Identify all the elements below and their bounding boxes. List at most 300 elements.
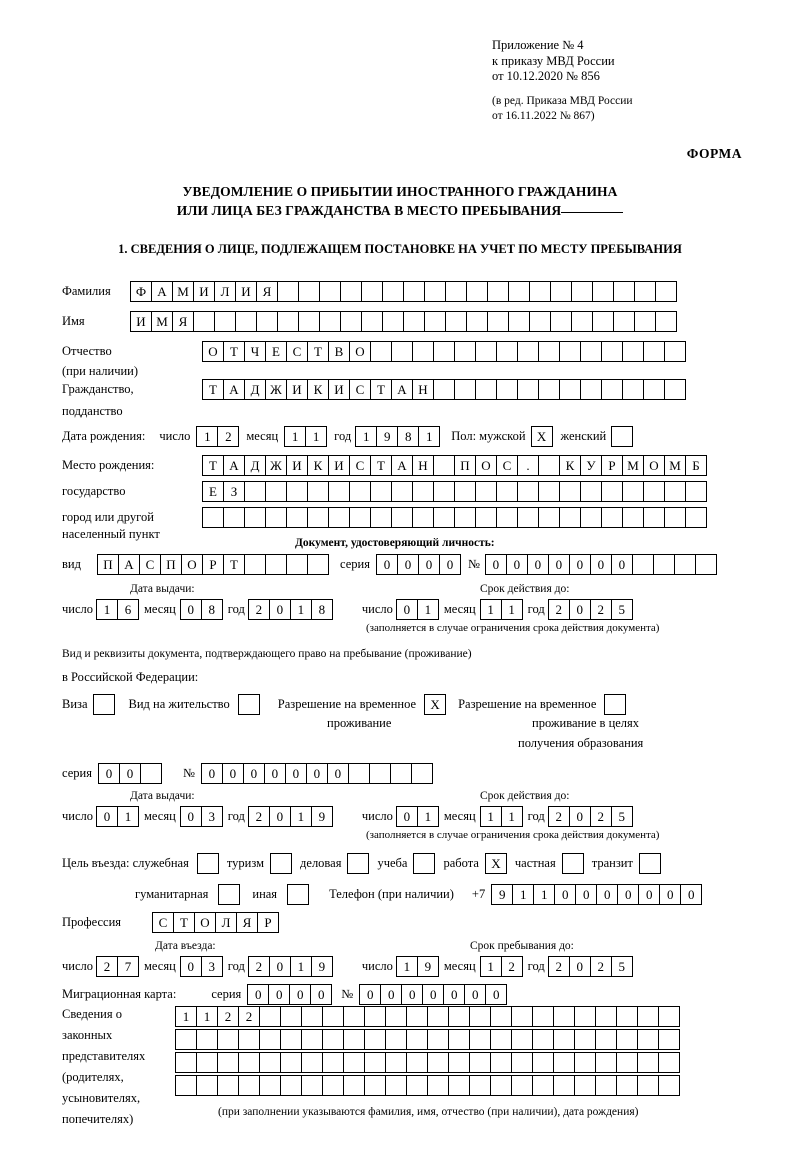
char-cell[interactable]: 0 bbox=[611, 554, 633, 575]
char-cell[interactable] bbox=[406, 1029, 428, 1050]
char-cell[interactable] bbox=[343, 1052, 365, 1073]
char-cell[interactable]: О bbox=[181, 554, 203, 575]
char-cell[interactable] bbox=[411, 763, 433, 784]
char-cell[interactable] bbox=[601, 341, 623, 362]
char-cell[interactable]: 2 bbox=[548, 599, 570, 620]
char-cell[interactable]: 0 bbox=[401, 984, 423, 1005]
identity-valid-month-input[interactable] bbox=[480, 599, 522, 620]
char-cell[interactable]: Т bbox=[202, 455, 224, 476]
char-cell[interactable] bbox=[685, 481, 707, 502]
char-cell[interactable] bbox=[196, 1052, 218, 1073]
char-cell[interactable]: И bbox=[286, 455, 308, 476]
char-cell[interactable] bbox=[298, 281, 320, 302]
char-cell[interactable]: Р bbox=[257, 912, 279, 933]
char-cell[interactable]: 0 bbox=[596, 884, 618, 905]
char-cell[interactable]: 0 bbox=[327, 763, 349, 784]
char-cell[interactable] bbox=[259, 1075, 281, 1096]
char-cell[interactable]: 2 bbox=[548, 956, 570, 977]
char-cell[interactable]: 0 bbox=[554, 884, 576, 905]
migration-number-input[interactable] bbox=[359, 984, 506, 1005]
char-cell[interactable] bbox=[343, 1029, 365, 1050]
char-cell[interactable]: П bbox=[97, 554, 119, 575]
char-cell[interactable] bbox=[532, 1006, 554, 1027]
char-cell[interactable] bbox=[202, 507, 224, 528]
char-cell[interactable]: Я bbox=[172, 311, 194, 332]
char-cell[interactable] bbox=[445, 311, 467, 332]
temp-permit-checkbox[interactable]: X bbox=[424, 694, 446, 715]
patronymic-input[interactable] bbox=[202, 341, 685, 362]
char-cell[interactable] bbox=[553, 1029, 575, 1050]
char-cell[interactable] bbox=[658, 1029, 680, 1050]
char-cell[interactable]: Т bbox=[223, 341, 245, 362]
char-cell[interactable]: 1 bbox=[417, 599, 439, 620]
char-cell[interactable] bbox=[307, 481, 329, 502]
char-cell[interactable] bbox=[595, 1052, 617, 1073]
char-cell[interactable]: 0 bbox=[306, 763, 328, 784]
char-cell[interactable] bbox=[595, 1029, 617, 1050]
char-cell[interactable]: Н bbox=[412, 379, 434, 400]
char-cell[interactable]: 9 bbox=[311, 956, 333, 977]
char-cell[interactable] bbox=[553, 1006, 575, 1027]
char-cell[interactable] bbox=[424, 281, 446, 302]
permit-valid-year-input[interactable] bbox=[548, 806, 632, 827]
char-cell[interactable]: 0 bbox=[285, 763, 307, 784]
char-cell[interactable] bbox=[259, 1029, 281, 1050]
char-cell[interactable] bbox=[454, 507, 476, 528]
rep-row-1[interactable] bbox=[175, 1006, 679, 1027]
char-cell[interactable]: С bbox=[349, 455, 371, 476]
char-cell[interactable] bbox=[301, 1052, 323, 1073]
char-cell[interactable]: 0 bbox=[464, 984, 486, 1005]
char-cell[interactable]: К bbox=[307, 455, 329, 476]
char-cell[interactable]: И bbox=[130, 311, 152, 332]
char-cell[interactable] bbox=[244, 507, 266, 528]
char-cell[interactable] bbox=[265, 481, 287, 502]
stay-month-input[interactable] bbox=[480, 956, 522, 977]
char-cell[interactable] bbox=[280, 1029, 302, 1050]
char-cell[interactable]: 0 bbox=[289, 984, 311, 1005]
char-cell[interactable]: 5 bbox=[611, 956, 633, 977]
char-cell[interactable]: М bbox=[172, 281, 194, 302]
char-cell[interactable]: 8 bbox=[201, 599, 223, 620]
char-cell[interactable] bbox=[193, 311, 215, 332]
phone-input[interactable] bbox=[491, 884, 701, 905]
char-cell[interactable] bbox=[448, 1029, 470, 1050]
char-cell[interactable] bbox=[286, 481, 308, 502]
char-cell[interactable] bbox=[469, 1075, 491, 1096]
permit-issue-year-input[interactable] bbox=[248, 806, 332, 827]
char-cell[interactable] bbox=[511, 1075, 533, 1096]
char-cell[interactable] bbox=[490, 1075, 512, 1096]
char-cell[interactable] bbox=[475, 507, 497, 528]
char-cell[interactable]: 0 bbox=[506, 554, 528, 575]
char-cell[interactable] bbox=[369, 763, 391, 784]
char-cell[interactable] bbox=[427, 1052, 449, 1073]
char-cell[interactable] bbox=[277, 311, 299, 332]
char-cell[interactable]: 1 bbox=[480, 956, 502, 977]
char-cell[interactable]: О bbox=[202, 341, 224, 362]
stay-year-input[interactable] bbox=[548, 956, 632, 977]
permit-issue-month-input[interactable] bbox=[180, 806, 222, 827]
char-cell[interactable] bbox=[340, 311, 362, 332]
char-cell[interactable]: 0 bbox=[180, 956, 202, 977]
char-cell[interactable]: С bbox=[152, 912, 174, 933]
char-cell[interactable]: 0 bbox=[439, 554, 461, 575]
char-cell[interactable]: Д bbox=[244, 379, 266, 400]
char-cell[interactable]: Я bbox=[236, 912, 258, 933]
char-cell[interactable] bbox=[538, 379, 560, 400]
char-cell[interactable]: 1 bbox=[284, 426, 306, 447]
char-cell[interactable]: А bbox=[391, 455, 413, 476]
char-cell[interactable] bbox=[265, 554, 287, 575]
char-cell[interactable] bbox=[214, 311, 236, 332]
char-cell[interactable] bbox=[622, 481, 644, 502]
char-cell[interactable] bbox=[634, 281, 656, 302]
permit-number-input[interactable] bbox=[201, 763, 432, 784]
char-cell[interactable]: 1 bbox=[196, 426, 218, 447]
char-cell[interactable]: А bbox=[223, 379, 245, 400]
char-cell[interactable]: П bbox=[160, 554, 182, 575]
char-cell[interactable] bbox=[406, 1006, 428, 1027]
char-cell[interactable] bbox=[695, 554, 717, 575]
char-cell[interactable]: О bbox=[643, 455, 665, 476]
char-cell[interactable] bbox=[403, 311, 425, 332]
char-cell[interactable] bbox=[217, 1052, 239, 1073]
char-cell[interactable] bbox=[553, 1052, 575, 1073]
char-cell[interactable] bbox=[559, 507, 581, 528]
char-cell[interactable]: 8 bbox=[311, 599, 333, 620]
surname-input[interactable] bbox=[130, 281, 676, 302]
char-cell[interactable] bbox=[370, 341, 392, 362]
char-cell[interactable] bbox=[385, 1052, 407, 1073]
char-cell[interactable]: Ж bbox=[265, 379, 287, 400]
char-cell[interactable]: Б bbox=[685, 455, 707, 476]
birthplace-input-row-2[interactable] bbox=[202, 481, 706, 502]
char-cell[interactable] bbox=[385, 1029, 407, 1050]
char-cell[interactable] bbox=[490, 1029, 512, 1050]
char-cell[interactable]: 1 bbox=[533, 884, 555, 905]
purpose-study-checkbox[interactable] bbox=[413, 853, 435, 874]
char-cell[interactable] bbox=[427, 1006, 449, 1027]
purpose-business-checkbox[interactable] bbox=[347, 853, 369, 874]
char-cell[interactable]: 3 bbox=[201, 806, 223, 827]
char-cell[interactable] bbox=[454, 379, 476, 400]
char-cell[interactable] bbox=[343, 1075, 365, 1096]
char-cell[interactable]: С bbox=[496, 455, 518, 476]
rep-row-4[interactable] bbox=[175, 1075, 679, 1096]
char-cell[interactable]: 1 bbox=[290, 599, 312, 620]
char-cell[interactable] bbox=[616, 1029, 638, 1050]
char-cell[interactable] bbox=[616, 1006, 638, 1027]
char-cell[interactable] bbox=[532, 1075, 554, 1096]
char-cell[interactable] bbox=[580, 379, 602, 400]
char-cell[interactable]: 0 bbox=[180, 806, 202, 827]
char-cell[interactable] bbox=[238, 1052, 260, 1073]
char-cell[interactable]: 0 bbox=[310, 984, 332, 1005]
char-cell[interactable]: И bbox=[235, 281, 257, 302]
char-cell[interactable] bbox=[328, 481, 350, 502]
char-cell[interactable]: 1 bbox=[117, 806, 139, 827]
purpose-work-checkbox[interactable]: X bbox=[485, 853, 507, 874]
char-cell[interactable] bbox=[658, 1006, 680, 1027]
char-cell[interactable] bbox=[643, 341, 665, 362]
char-cell[interactable] bbox=[580, 481, 602, 502]
char-cell[interactable] bbox=[532, 1052, 554, 1073]
char-cell[interactable]: 0 bbox=[527, 554, 549, 575]
birth-year-input[interactable] bbox=[355, 426, 439, 447]
char-cell[interactable] bbox=[433, 507, 455, 528]
char-cell[interactable] bbox=[301, 1029, 323, 1050]
char-cell[interactable]: 0 bbox=[380, 984, 402, 1005]
char-cell[interactable] bbox=[469, 1006, 491, 1027]
char-cell[interactable] bbox=[382, 311, 404, 332]
char-cell[interactable] bbox=[364, 1006, 386, 1027]
char-cell[interactable] bbox=[238, 1029, 260, 1050]
char-cell[interactable]: 0 bbox=[485, 554, 507, 575]
purpose-private-checkbox[interactable] bbox=[562, 853, 584, 874]
char-cell[interactable]: 0 bbox=[569, 806, 591, 827]
char-cell[interactable]: 9 bbox=[417, 956, 439, 977]
char-cell[interactable]: 9 bbox=[311, 806, 333, 827]
char-cell[interactable] bbox=[391, 481, 413, 502]
char-cell[interactable] bbox=[424, 311, 446, 332]
char-cell[interactable] bbox=[616, 1052, 638, 1073]
char-cell[interactable] bbox=[553, 1075, 575, 1096]
char-cell[interactable]: И bbox=[193, 281, 215, 302]
char-cell[interactable] bbox=[653, 554, 675, 575]
char-cell[interactable] bbox=[307, 554, 329, 575]
char-cell[interactable]: 0 bbox=[443, 984, 465, 1005]
char-cell[interactable] bbox=[140, 763, 162, 784]
char-cell[interactable]: 0 bbox=[222, 763, 244, 784]
char-cell[interactable]: 0 bbox=[638, 884, 660, 905]
char-cell[interactable]: С bbox=[349, 379, 371, 400]
char-cell[interactable] bbox=[532, 1029, 554, 1050]
char-cell[interactable]: 2 bbox=[548, 806, 570, 827]
char-cell[interactable] bbox=[298, 311, 320, 332]
char-cell[interactable] bbox=[622, 507, 644, 528]
char-cell[interactable] bbox=[538, 341, 560, 362]
char-cell[interactable] bbox=[454, 341, 476, 362]
char-cell[interactable]: З bbox=[223, 481, 245, 502]
char-cell[interactable] bbox=[175, 1075, 197, 1096]
char-cell[interactable] bbox=[559, 341, 581, 362]
char-cell[interactable] bbox=[601, 379, 623, 400]
char-cell[interactable]: 1 bbox=[175, 1006, 197, 1027]
char-cell[interactable]: 0 bbox=[119, 763, 141, 784]
char-cell[interactable] bbox=[637, 1029, 659, 1050]
char-cell[interactable]: Т bbox=[223, 554, 245, 575]
purpose-other-checkbox[interactable] bbox=[287, 884, 309, 905]
char-cell[interactable]: 2 bbox=[248, 806, 270, 827]
char-cell[interactable] bbox=[664, 341, 686, 362]
char-cell[interactable]: 2 bbox=[248, 956, 270, 977]
char-cell[interactable] bbox=[616, 1075, 638, 1096]
char-cell[interactable] bbox=[322, 1029, 344, 1050]
char-cell[interactable] bbox=[370, 507, 392, 528]
char-cell[interactable]: 1 bbox=[355, 426, 377, 447]
char-cell[interactable] bbox=[487, 311, 509, 332]
char-cell[interactable]: 0 bbox=[243, 763, 265, 784]
char-cell[interactable]: 0 bbox=[269, 956, 291, 977]
char-cell[interactable] bbox=[643, 379, 665, 400]
char-cell[interactable]: 2 bbox=[217, 1006, 239, 1027]
char-cell[interactable] bbox=[340, 281, 362, 302]
char-cell[interactable]: Д bbox=[244, 455, 266, 476]
char-cell[interactable]: 2 bbox=[238, 1006, 260, 1027]
char-cell[interactable]: Л bbox=[215, 912, 237, 933]
char-cell[interactable] bbox=[286, 507, 308, 528]
char-cell[interactable]: 0 bbox=[590, 554, 612, 575]
char-cell[interactable] bbox=[196, 1075, 218, 1096]
char-cell[interactable] bbox=[517, 379, 539, 400]
char-cell[interactable] bbox=[391, 507, 413, 528]
char-cell[interactable] bbox=[643, 507, 665, 528]
char-cell[interactable] bbox=[517, 507, 539, 528]
char-cell[interactable] bbox=[277, 281, 299, 302]
permit-series-input[interactable] bbox=[98, 763, 161, 784]
char-cell[interactable] bbox=[550, 311, 572, 332]
char-cell[interactable] bbox=[664, 379, 686, 400]
char-cell[interactable] bbox=[382, 281, 404, 302]
char-cell[interactable] bbox=[301, 1006, 323, 1027]
char-cell[interactable]: 0 bbox=[422, 984, 444, 1005]
char-cell[interactable]: Ф bbox=[130, 281, 152, 302]
char-cell[interactable]: 0 bbox=[569, 554, 591, 575]
char-cell[interactable] bbox=[301, 1075, 323, 1096]
char-cell[interactable] bbox=[580, 341, 602, 362]
char-cell[interactable]: 0 bbox=[397, 554, 419, 575]
char-cell[interactable] bbox=[349, 481, 371, 502]
char-cell[interactable] bbox=[496, 481, 518, 502]
char-cell[interactable] bbox=[601, 481, 623, 502]
char-cell[interactable]: 1 bbox=[480, 806, 502, 827]
char-cell[interactable]: 0 bbox=[418, 554, 440, 575]
char-cell[interactable]: 0 bbox=[680, 884, 702, 905]
char-cell[interactable] bbox=[370, 481, 392, 502]
char-cell[interactable]: М bbox=[622, 455, 644, 476]
char-cell[interactable]: 0 bbox=[247, 984, 269, 1005]
char-cell[interactable] bbox=[235, 311, 257, 332]
profession-input[interactable] bbox=[152, 912, 278, 933]
char-cell[interactable]: А bbox=[223, 455, 245, 476]
char-cell[interactable] bbox=[286, 554, 308, 575]
char-cell[interactable] bbox=[469, 1029, 491, 1050]
char-cell[interactable] bbox=[595, 1006, 617, 1027]
char-cell[interactable] bbox=[511, 1029, 533, 1050]
char-cell[interactable]: Т bbox=[173, 912, 195, 933]
char-cell[interactable] bbox=[280, 1052, 302, 1073]
char-cell[interactable] bbox=[364, 1075, 386, 1096]
char-cell[interactable] bbox=[390, 763, 412, 784]
entry-day-input[interactable] bbox=[96, 956, 138, 977]
char-cell[interactable]: 0 bbox=[659, 884, 681, 905]
char-cell[interactable]: 1 bbox=[480, 599, 502, 620]
char-cell[interactable] bbox=[361, 281, 383, 302]
char-cell[interactable]: 0 bbox=[485, 984, 507, 1005]
char-cell[interactable] bbox=[427, 1075, 449, 1096]
char-cell[interactable]: Р bbox=[202, 554, 224, 575]
char-cell[interactable] bbox=[259, 1006, 281, 1027]
char-cell[interactable] bbox=[412, 507, 434, 528]
char-cell[interactable] bbox=[244, 554, 266, 575]
citizenship-input[interactable] bbox=[202, 379, 685, 400]
char-cell[interactable]: 1 bbox=[396, 956, 418, 977]
char-cell[interactable] bbox=[433, 379, 455, 400]
char-cell[interactable] bbox=[175, 1052, 197, 1073]
char-cell[interactable]: Л bbox=[214, 281, 236, 302]
char-cell[interactable]: М bbox=[664, 455, 686, 476]
char-cell[interactable] bbox=[348, 763, 370, 784]
char-cell[interactable] bbox=[559, 379, 581, 400]
purpose-tourism-checkbox[interactable] bbox=[270, 853, 292, 874]
residence-checkbox[interactable] bbox=[238, 694, 260, 715]
char-cell[interactable] bbox=[490, 1006, 512, 1027]
char-cell[interactable]: И bbox=[286, 379, 308, 400]
char-cell[interactable] bbox=[319, 311, 341, 332]
char-cell[interactable] bbox=[448, 1075, 470, 1096]
char-cell[interactable] bbox=[322, 1075, 344, 1096]
char-cell[interactable]: 1 bbox=[96, 599, 118, 620]
char-cell[interactable] bbox=[175, 1029, 197, 1050]
char-cell[interactable]: 0 bbox=[569, 956, 591, 977]
char-cell[interactable] bbox=[574, 1029, 596, 1050]
char-cell[interactable] bbox=[433, 455, 455, 476]
char-cell[interactable]: 5 bbox=[611, 806, 633, 827]
char-cell[interactable]: 0 bbox=[396, 806, 418, 827]
purpose-humanitarian-checkbox[interactable] bbox=[218, 884, 240, 905]
char-cell[interactable]: 5 bbox=[611, 599, 633, 620]
char-cell[interactable] bbox=[448, 1052, 470, 1073]
char-cell[interactable] bbox=[364, 1052, 386, 1073]
char-cell[interactable] bbox=[574, 1052, 596, 1073]
char-cell[interactable]: 1 bbox=[196, 1006, 218, 1027]
char-cell[interactable] bbox=[517, 341, 539, 362]
char-cell[interactable] bbox=[664, 481, 686, 502]
char-cell[interactable]: 6 bbox=[117, 599, 139, 620]
char-cell[interactable]: В bbox=[328, 341, 350, 362]
char-cell[interactable] bbox=[343, 1006, 365, 1027]
identity-valid-day-input[interactable] bbox=[396, 599, 438, 620]
char-cell[interactable] bbox=[538, 507, 560, 528]
char-cell[interactable] bbox=[385, 1075, 407, 1096]
char-cell[interactable]: Р bbox=[601, 455, 623, 476]
char-cell[interactable]: 0 bbox=[264, 763, 286, 784]
char-cell[interactable] bbox=[466, 311, 488, 332]
identity-series-input[interactable] bbox=[376, 554, 460, 575]
char-cell[interactable]: А bbox=[391, 379, 413, 400]
birth-month-input[interactable] bbox=[284, 426, 326, 447]
char-cell[interactable]: Н bbox=[412, 455, 434, 476]
char-cell[interactable] bbox=[433, 341, 455, 362]
char-cell[interactable] bbox=[490, 1052, 512, 1073]
char-cell[interactable]: О bbox=[475, 455, 497, 476]
stay-day-input[interactable] bbox=[396, 956, 438, 977]
char-cell[interactable] bbox=[406, 1052, 428, 1073]
char-cell[interactable]: Ж bbox=[265, 455, 287, 476]
char-cell[interactable] bbox=[637, 1052, 659, 1073]
edu-permit-checkbox[interactable] bbox=[604, 694, 626, 715]
birthplace-input-row-1[interactable] bbox=[202, 455, 706, 476]
char-cell[interactable] bbox=[433, 481, 455, 502]
char-cell[interactable]: 1 bbox=[501, 806, 523, 827]
char-cell[interactable]: 1 bbox=[290, 806, 312, 827]
char-cell[interactable]: 0 bbox=[96, 806, 118, 827]
char-cell[interactable] bbox=[574, 1075, 596, 1096]
char-cell[interactable]: Е bbox=[202, 481, 224, 502]
char-cell[interactable]: 1 bbox=[512, 884, 534, 905]
char-cell[interactable] bbox=[280, 1075, 302, 1096]
